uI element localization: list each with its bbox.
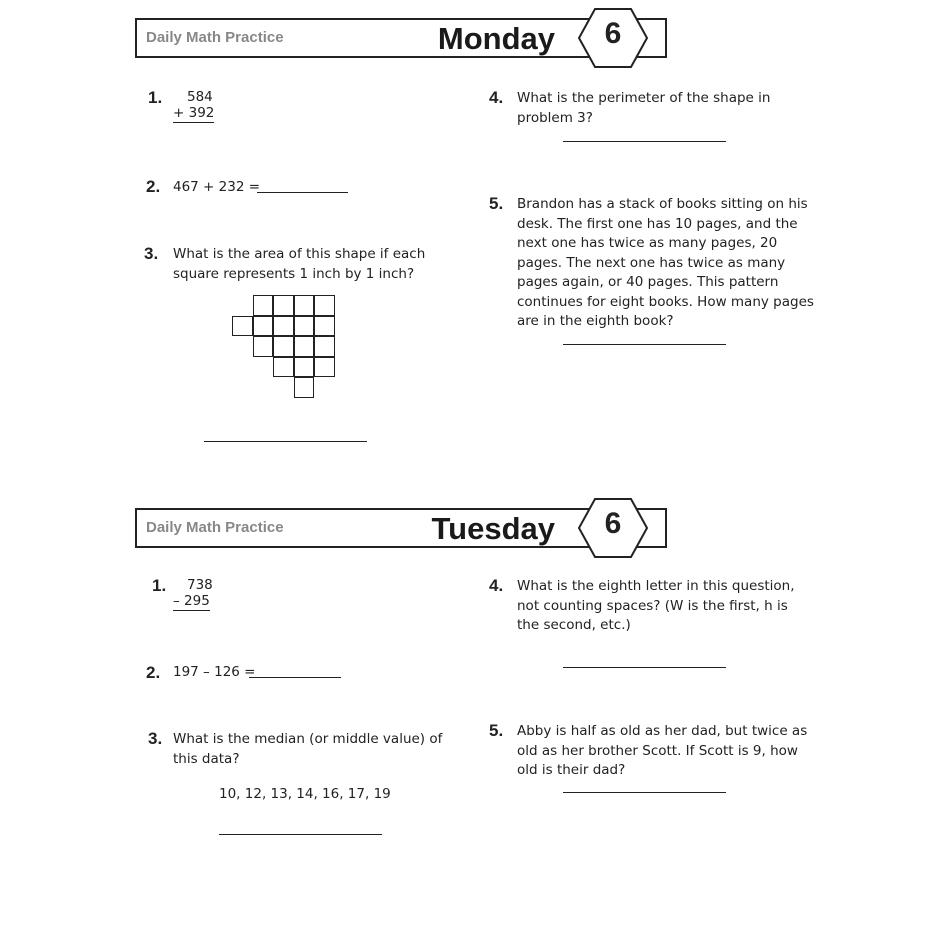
hexagon-badge (577, 7, 649, 69)
q3-number: 3. (144, 244, 159, 263)
q4-text: What is the perimeter of the shape in problem 3? (517, 90, 771, 126)
q1-top: 738 (187, 577, 213, 593)
lesson-number: 6 (604, 507, 622, 540)
q4-text: What is the eighth letter in this question, not counting spaces? (W is the first, h is the second, etc.) (517, 578, 795, 633)
q3-text: What is the area of this shape if each square represents 1 inch by 1 inch? (173, 246, 426, 282)
q5-answer-line[interactable] (563, 792, 726, 793)
q2-answer-line[interactable] (249, 677, 341, 678)
q5-number: 5. (489, 721, 504, 740)
q3-text: What is the median (or middle value) of this data? (173, 731, 443, 767)
monday-header (135, 18, 667, 58)
q3-answer-line[interactable] (219, 834, 382, 835)
q2-text: 467 + 232 = (173, 179, 261, 195)
q5-answer-line[interactable] (563, 344, 726, 345)
q2-number: 2. (146, 177, 161, 196)
q4-answer-line[interactable] (563, 667, 726, 668)
day-title: Monday (437, 21, 555, 56)
q3-data: 10, 12, 13, 14, 16, 17, 19 (219, 786, 391, 802)
brand-title: Daily Math Practice (146, 519, 284, 536)
q5-number: 5. (489, 194, 504, 213)
q4-number: 4. (489, 88, 504, 107)
q3-answer-line[interactable] (204, 441, 367, 442)
q1-number: 1. (152, 576, 167, 595)
q3-number: 3. (148, 729, 163, 748)
q1-bottom: – 295 (173, 593, 210, 609)
hexagon-badge (577, 497, 649, 559)
q1-number: 1. (148, 88, 163, 107)
q5-text: Brandon has a stack of books sitting on his desk. The first one has 10 pages, and the next one has twice as many pages, 20 pages. The next one has twice as many pages again, or 40 pages. This pattern continues for eight books. How many pages are in the eighth book? (517, 196, 814, 329)
brand-title: Daily Math Practice (146, 29, 284, 46)
q4-answer-line[interactable] (563, 141, 726, 142)
tuesday-header (135, 508, 667, 548)
day-title: Tuesday (431, 511, 555, 546)
q4-number: 4. (489, 576, 504, 595)
q2-answer-line[interactable] (257, 192, 348, 193)
q2-number: 2. (146, 663, 161, 682)
q1-top: 584 (187, 89, 213, 105)
q1-bottom: + 392 (173, 105, 215, 121)
q2-text: 197 – 126 = (173, 664, 256, 680)
lesson-number: 6 (604, 17, 622, 50)
q5-text: Abby is half as old as her dad, but twice as old as her brother Scott. If Scott is 9, how old is their dad? (517, 723, 808, 778)
